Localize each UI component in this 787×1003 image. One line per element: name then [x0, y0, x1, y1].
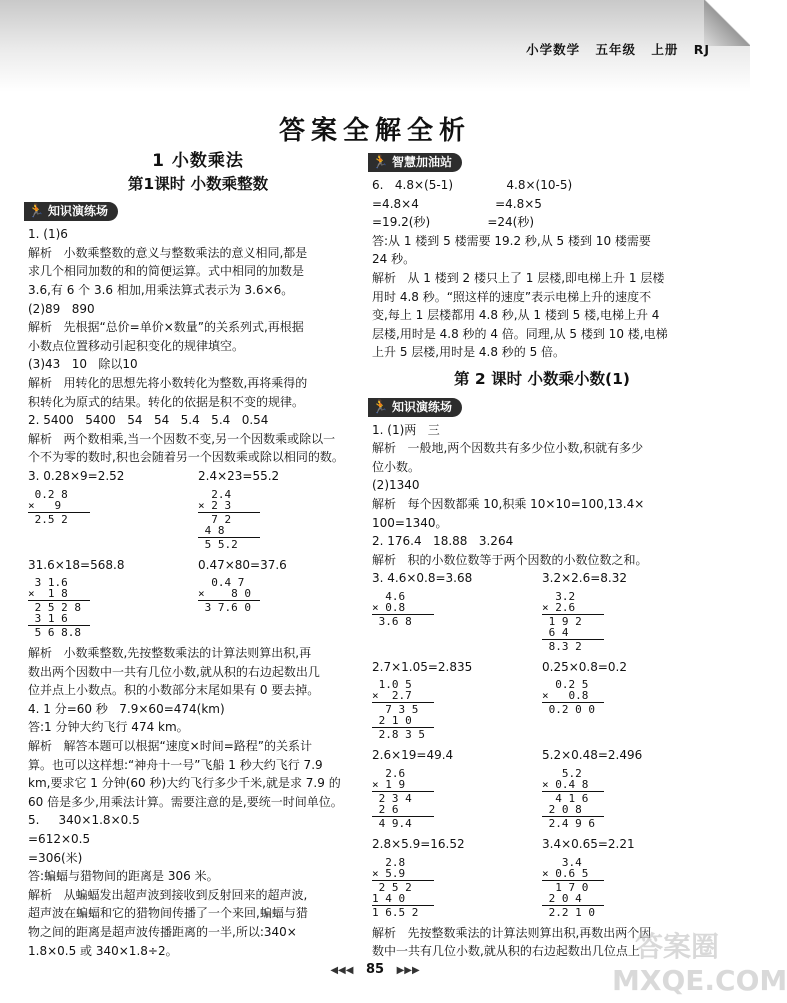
text-line: 算。也可以这样想:“神舟十一号”飞船 1 秒大约飞行 7.9 [28, 757, 323, 772]
calc-cell [542, 835, 712, 924]
calc-line: 3 1.6 [28, 576, 68, 590]
next-arrows-icon: ▶▶▶ [396, 965, 420, 976]
page-title: 答案全解全析 [278, 116, 471, 146]
header-subject: 小学数学 [526, 42, 581, 57]
calc-line: 7 2 [198, 512, 232, 526]
lesson-title: 第 2 课时 小数乘小数(1) [454, 369, 630, 388]
calc-line: × 2.6 [542, 600, 576, 614]
text-line: 4. 1 分=60 秒 7.9×60=474(km) [28, 701, 225, 716]
calc-row [372, 569, 712, 658]
calc-line: 8.3 2 [542, 639, 582, 653]
text-line: =4.8×4 =4.8×5 [372, 196, 542, 211]
equation: 3. 0.28×9=2.52 [28, 468, 125, 483]
calc-row [28, 556, 368, 645]
text-line: 解析 小数乘整数的意义与整数乘法的意义相同,都是 [28, 245, 308, 260]
calc-cell [28, 556, 198, 645]
section-banner [24, 202, 118, 221]
vertical-calc [372, 768, 542, 829]
text-line: 24 秒。 [372, 252, 416, 267]
text-line: 5. 340×1.8×0.5 [28, 813, 140, 828]
vertical-calc [542, 768, 712, 829]
vertical-calc [198, 489, 368, 550]
vertical-calc [542, 591, 712, 652]
text-line: 解析 小数乘整数,先按整数乘法的计算法则算出积,再 [28, 646, 312, 661]
calc-cell [198, 556, 368, 645]
equation: 5.2×0.48=2.496 [542, 748, 643, 763]
answer-text-block [28, 644, 368, 960]
text-line: 解析 一般地,两个因数共有多少位小数,积就有多少 [372, 441, 644, 456]
text-line: (2)1340 [372, 478, 420, 493]
calc-line: × 0.8 [372, 600, 406, 614]
section-label: 智慧加油站 [392, 155, 453, 169]
calc-line: 3.2 [542, 589, 576, 603]
text-line: 位并点上小数点。积的小数部分末尾如果有 0 要去掉。 [28, 683, 320, 698]
header-info [516, 40, 710, 58]
text-line: 6. 4.8×(5-1) 4.8×(10-5) [372, 178, 573, 192]
lesson-title: 第1课时 小数乘整数 [127, 174, 269, 193]
text-line: 解析 先根据“总价=单价×数量”的关系列式,再根据 [28, 320, 304, 335]
text-line: 解析 用转化的思想先将小数转化为整数,再将乘得的 [28, 375, 308, 390]
runner-icon: 🏃 [28, 204, 45, 220]
calc-cell [372, 658, 542, 747]
calc-cell [372, 746, 542, 835]
vertical-calc [28, 489, 198, 525]
equation: 2.7×1.05=2.835 [372, 659, 473, 674]
calc-cell [542, 569, 712, 658]
calc-line: 1 7 0 [542, 880, 589, 894]
equation: 2.4×23=55.2 [198, 468, 280, 483]
page-number: 85 [365, 962, 385, 977]
text-line: 解析 从蝙蝠发出超声波到接收到反射回来的超声波, [28, 887, 308, 902]
calc-line: 0.2 5 [542, 678, 589, 692]
text-line: 1. (1)6 [28, 227, 68, 242]
text-line: 超声波在蝙蝠和它的猎物间传播了一个来回,蝙蝠与猎 [28, 906, 308, 921]
calc-line: 5 5.2 [198, 537, 238, 551]
calc-cell [198, 467, 368, 556]
text-line: 数中一共有几位小数,就从积的右边起数出几位点上 [372, 944, 640, 959]
calc-line: 2 0 4 [542, 891, 582, 905]
text-line: 答:从 1 楼到 5 楼需要 19.2 秒,从 5 楼到 10 楼需要 [372, 233, 651, 248]
calc-line: 2 5 2 8 [28, 601, 81, 615]
text-line: 3.6,有 6 个 3.6 相加,用乘法算式表示为 3.6×6。 [28, 282, 294, 297]
calc-cell [372, 835, 542, 924]
text-line: 2. 176.4 18.88 3.264 [372, 534, 514, 549]
calc-line: 1 4 0 [372, 891, 406, 905]
equation: 0.25×0.8=0.2 [542, 659, 627, 674]
text-line: 积转化为原式的结果。转化的依据是积不变的规律。 [28, 394, 305, 409]
text-line: 解析 两个数相乘,当一个因数不变,另一个因数乘或除以一 [28, 431, 336, 446]
calc-cell [372, 569, 542, 658]
vertical-calc [372, 591, 542, 627]
text-line: =19.2(秒) =24(秒) [372, 215, 535, 230]
calc-cell [28, 467, 198, 556]
text-line: 解析 积的小数位数等于两个因数的小数位数之和。 [372, 552, 648, 567]
calc-line: 2.8 3 5 [372, 728, 425, 742]
calc-line: × 1 9 [372, 778, 406, 792]
calc-line: 3 1 6 [28, 612, 68, 626]
text-line: 个不为零的数时,积也会随着另一个因数乘或除以相同的数。 [28, 450, 344, 465]
text-line: 上升 5 层楼,用时是 4.8 秒的 5 倍。 [372, 345, 566, 360]
equation: 3.4×0.65=2.21 [542, 837, 635, 852]
calc-line: × 9 [28, 498, 62, 512]
section-banner [368, 398, 462, 417]
calc-line: × 2.7 [372, 689, 412, 703]
runner-icon: 🏃 [372, 399, 389, 415]
vertical-calc [542, 679, 712, 715]
calc-line: 3 7.6 0 [198, 601, 251, 615]
calc-line: 5.2 [542, 767, 582, 781]
calc-cell [542, 658, 712, 747]
answer-text-block [28, 225, 368, 467]
answer-text-block [372, 421, 712, 570]
calc-line: 3.6 8 [372, 614, 412, 628]
text-line: 2. 5400 5400 54 54 5.4 5.4 0.54 [28, 413, 269, 428]
calc-line: 7 3 5 [372, 703, 419, 717]
calc-line: 2 6 [372, 803, 399, 817]
right-column [372, 150, 712, 961]
header-grade: 五年级 [595, 42, 636, 57]
calc-line: × 0.4 8 [542, 778, 589, 792]
text-line: 答:1 分钟大约飞行 474 km。 [28, 720, 189, 735]
vertical-calc [542, 857, 712, 918]
section-banner [368, 153, 462, 172]
calc-line: 2.8 [372, 855, 406, 869]
text-line: 求几个相同加数的和的简便运算。式中相同的加数是 [28, 264, 305, 279]
calc-line: 2.4 [198, 487, 232, 501]
calc-line: × 0.6 5 [542, 866, 589, 880]
equation: 2.8×5.9=16.52 [372, 837, 465, 852]
chapter-title: 1 小数乘法 [152, 151, 244, 171]
calc-line: 4 9.4 [372, 817, 412, 831]
text-line: (3)43 10 除以10 [28, 357, 138, 372]
calc-line: 2 0 8 [542, 803, 582, 817]
calc-line: 5 6 8.8 [28, 626, 81, 640]
prev-arrows-icon: ◀◀◀ [330, 965, 354, 976]
text-line: 答:蝙蝠与猎物间的距离是 306 米。 [28, 869, 219, 884]
text-line: 解析 先按整数乘法的计算法则算出积,再数出两个因 [372, 925, 652, 940]
calc-row [372, 746, 712, 835]
runner-icon: 🏃 [372, 155, 389, 170]
section-label: 知识演练场 [48, 204, 109, 219]
calc-line: 2.5 2 [28, 512, 68, 526]
calc-line: 4.6 [372, 589, 406, 603]
watermark-stamp: 答案圈 MXQE.COM [612, 930, 787, 997]
calc-line: × 8 0 [198, 587, 251, 601]
text-line: 解析 从 1 楼到 2 楼只上了 1 层楼,即电梯上升 1 层楼 [372, 270, 665, 285]
calc-line: 2 1 0 [372, 714, 412, 728]
calc-line: × 5.9 [372, 866, 406, 880]
calc-line: 1 9 2 [542, 614, 582, 628]
calc-line: × 0.8 [542, 689, 589, 703]
text-line: km,要求它 1 分钟(60 秒)大约飞行多少千米,就是求 7.9 的 [28, 776, 341, 791]
calc-line: 2 5 2 [372, 880, 412, 894]
text-line: 物之间的距离是超声波传播距离的一半,所以:340× [28, 925, 297, 939]
text-line: 位小数。 [372, 459, 421, 474]
text-line: 变,每上 1 层楼都用 4.8 秒,从 1 楼到 5 楼,电梯上升 4 [372, 308, 660, 323]
calc-line: 2.2 1 0 [542, 905, 595, 919]
text-line: 1. (1)两 三 [372, 422, 440, 437]
text-line: (2)89 890 [28, 301, 95, 316]
calc-line: 0.4 7 [198, 576, 245, 590]
calc-line: 3.4 [542, 855, 582, 869]
text-line: 解析 每个因数都乘 10,积乘 10×10=100,13.4× [372, 496, 645, 511]
equation: 3.2×2.6=8.32 [542, 571, 627, 586]
calc-line: 6 4 [542, 625, 569, 639]
calc-line: 0.2 0 0 [542, 703, 595, 717]
calc-line: 2 3 4 [372, 792, 412, 806]
vertical-calc [28, 577, 198, 638]
equation: 31.6×18=568.8 [28, 557, 125, 572]
equation: 2.6×19=49.4 [372, 748, 454, 763]
text-line: 解析 解答本题可以根据“速度×时间=路程”的关系计 [28, 739, 312, 754]
calc-row [372, 658, 712, 747]
text-line: 数出两个因数中一共有几位小数,就从积的右边起数出几 [28, 664, 320, 679]
calc-line: 2.4 9 6 [542, 817, 595, 831]
calc-line: 4 1 6 [542, 792, 589, 806]
answer-text-block [372, 176, 712, 362]
page-corner-curl [704, 0, 750, 46]
section-label: 知识演练场 [392, 399, 453, 414]
header-volume: 上册 [651, 42, 679, 57]
calc-line: 1 6.5 2 [372, 905, 419, 919]
text-line: 用时 4.8 秒。“照这样的速度”表示电梯上升的速度不 [372, 289, 652, 304]
text-line: =612×0.5 [28, 832, 91, 847]
equation: 3. 4.6×0.8=3.68 [372, 571, 473, 586]
header-edition: RJ [693, 42, 710, 57]
calc-cell [542, 746, 712, 835]
calc-line: 1.0 5 [372, 678, 412, 692]
text-line: 100=1340。 [372, 515, 448, 530]
text-line: 1.8×0.5 或 340×1.8÷2。 [28, 943, 178, 958]
text-line: 60 倍是多少,用乘法计算。需要注意的是,要统一时间单位。 [28, 794, 343, 809]
vertical-calc [372, 679, 542, 740]
text-line: 小数点位置移动引起积变化的规律填空。 [28, 338, 245, 353]
calc-line: 2.6 [372, 767, 406, 781]
equation: 0.47×80=37.6 [198, 557, 287, 572]
text-line: 层楼,用时是 4.8 秒的 4 倍。同理,从 5 楼到 10 楼,电梯 [372, 326, 668, 341]
calc-line: × 2 3 [198, 498, 232, 512]
calc-row [28, 467, 368, 556]
calc-line: 4 8 [198, 523, 225, 537]
vertical-calc [198, 577, 368, 613]
calc-row [372, 835, 712, 924]
calc-line: 0.2 8 [28, 487, 68, 501]
calc-line: × 1 8 [28, 587, 68, 601]
vertical-calc [372, 857, 542, 918]
left-column [28, 150, 368, 960]
calc-grid [372, 569, 712, 923]
text-line: =306(米) [28, 850, 83, 865]
